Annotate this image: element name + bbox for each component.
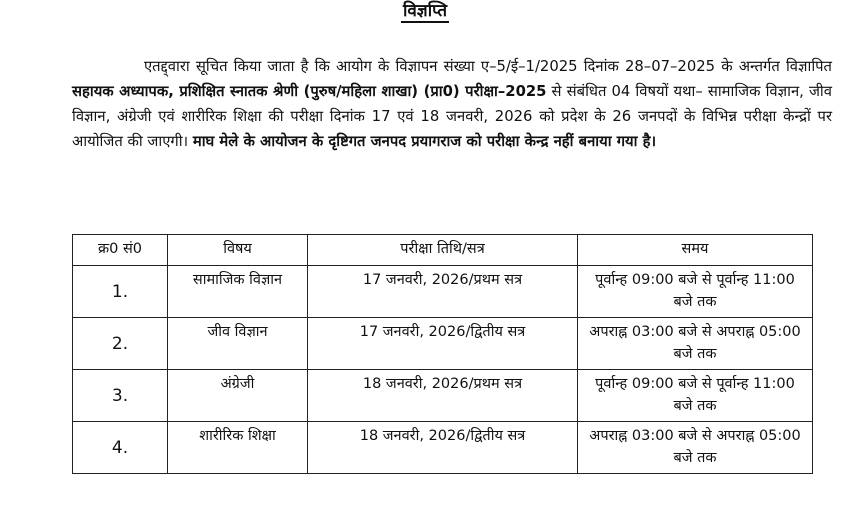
row-serial: 3. <box>73 370 168 422</box>
row-date-session: 17 जनवरी, 2026/द्वितीय सत्र <box>308 318 578 370</box>
table-row <box>73 422 813 474</box>
paragraph-segment: एतद्द्वारा सूचित किया जाता है कि आयोग के विज्ञापन संख्या ए–5/ई–1/2025 दिनांक 28–07–2025 के अन्तर्गत विज्ञापित <box>144 58 832 75</box>
header-serial: क्र0 सं0 <box>73 235 168 266</box>
exam-schedule-table <box>72 234 813 474</box>
row-time: अपराह्न 03:00 बजे से अपराह्न 05:00 बजे तक <box>578 318 813 370</box>
table-header-row <box>73 235 813 266</box>
notice-title <box>0 0 850 22</box>
row-date-session: 18 जनवरी, 2026/द्वितीय सत्र <box>308 422 578 474</box>
row-subject: जीव विज्ञान <box>168 318 308 370</box>
row-date-session: 17 जनवरी, 2026/प्रथम सत्र <box>308 266 578 318</box>
header-time: समय <box>578 235 813 266</box>
table-row <box>73 266 813 318</box>
row-time: पूर्वान्ह 09:00 बजे से पूर्वान्ह 11:00 बजे तक <box>578 370 813 422</box>
paragraph-segment-bold: सहायक अध्यापक, प्रशिक्षित स्नातक श्रेणी (पुरुष/महिला शाखा) (प्रा0) परीक्षा–2025 <box>72 83 547 100</box>
row-serial: 2. <box>73 318 168 370</box>
row-date-session: 18 जनवरी, 2026/प्रथम सत्र <box>308 370 578 422</box>
notice-title-text: विज्ञप्ति <box>402 1 448 21</box>
header-subject: विषय <box>168 235 308 266</box>
paragraph-segment: से संबंधित 04 विषयों यथा– सामाजिक विज्ञान, जीव विज्ञान, अंग्रेजी एवं शारीरिक शिक्षा की परीक्षा दिनांक 17 एवं 18 जनवरी, 2026 को प्रदेश के 26 जनपदों के विभिन्न परीक्षा केन्द्रों पर आयोजित की जाएगी। <box>72 83 832 150</box>
row-time: पूर्वान्ह 09:00 बजे से पूर्वान्ह 11:00 बजे तक <box>578 266 813 318</box>
row-time: अपराह्न 03:00 बजे से अपराह्न 05:00 बजे तक <box>578 422 813 474</box>
row-subject: अंग्रेजी <box>168 370 308 422</box>
table-row <box>73 370 813 422</box>
row-serial: 1. <box>73 266 168 318</box>
row-subject: शारीरिक शिक्षा <box>168 422 308 474</box>
table-row <box>73 318 813 370</box>
row-serial: 4. <box>73 422 168 474</box>
paragraph-segment-bold: माघ मेले के आयोजन के दृष्टिगत जनपद प्रयागराज को परीक्षा केन्द्र नहीं बनाया गया है। <box>192 133 657 150</box>
header-date-session: परीक्षा तिथि/सत्र <box>308 235 578 266</box>
notice-paragraph <box>72 54 832 154</box>
row-subject: सामाजिक विज्ञान <box>168 266 308 318</box>
